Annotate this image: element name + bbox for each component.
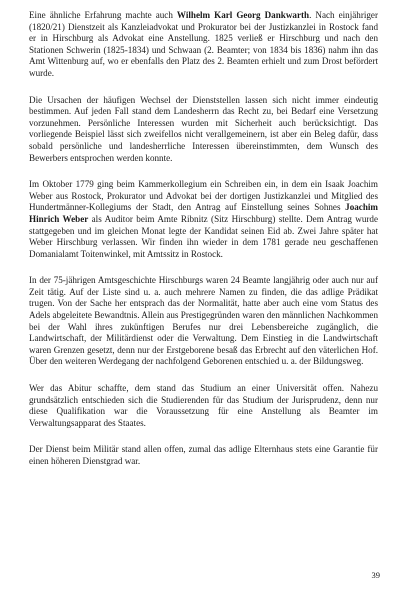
paragraph-amtsgeschichte (29, 275, 378, 368)
text-segment: . Nach einjähriger (1820/21) Dienstzeit als Kanzleiadvokat und Prokurator bei der Justizkanzlei in Rostock fand er in Hirschburg als Advokat eine Anstellung. 1825 verließ er Hirschburg und nach den Stationen Schwerin (1825-1834) und Schwaan (2. Beamter; von 1834 bis 1836) nahm ihn das Amt Wittenburg auf, wo er ebenfalls den Platz des 2. Beamten erhielt und zum Drost befördert wurde. (29, 10, 379, 78)
text-segment: Eine ähnliche Erfahrung machte auch (29, 10, 177, 20)
text-segment: Im Oktober 1779 ging beim Kammerkollegium ein Schreiben ein, in dem ein Isaak Joachim Weber aus Rostock, Prokurator und Advokat bei der dortigen Justizkanzlei und Mitglied des Hundertmänner-Kollegiums der Stadt, den Antrag auf Einstellung seines Sohnes (29, 179, 378, 213)
page-number: 39 (371, 570, 380, 580)
text-segment: als Auditor beim Amte Ribnitz (Sitz Hirschburg) stellte. Dem Antrag wurde stattgegeben und im gleichen Monat legte der Kandidat seinen Eid ab. Zwei Jahre später hat Weber Hirschburg verlassen. Wir finden ihn wieder in dem 1781 gerade neu geschaffenen Domanialamt Toitenwinkel, mit Amtssitz in Rostock. (29, 213, 378, 259)
text-segment: Der Dienst beim Militär stand allen offen, zumal das adlige Elternhaus stets eine Garantie für einen höheren Dienstgrad war. (29, 444, 378, 466)
person-name-dankwarth: Wilhelm Karl Georg Dankwarth (176, 10, 310, 20)
paragraph-dankwarth (29, 10, 378, 80)
text-segment: Die Ursachen der häufigen Wechsel der Dienststellen lassen sich nicht immer eindeutig bestimmen. Auf jeden Fall stand dem Landesherrn das Recht zu, bei Bedarf eine Versetzung vorzunehmen. Persönliche Interessen wurden mit Sicherheit auch berücksichtigt. Das vorliegende Beispiel lässt sich zweifellos nicht verallgemeinern, ist aber ein Beleg dafür, dass sobald persönliche und landesherrliche Interessen übereinstimmten, dem Wunsch des Bewerbers entsprochen werden konnte. (29, 94, 378, 163)
body-text (29, 10, 378, 483)
paragraph-abitur (29, 383, 378, 429)
text-segment: Wer das Abitur schaffte, dem stand das Studium an einer Universität offen. Nahezu grundsätzlich entschieden sich die Studierenden für das Studium der Jurisprudenz, denn nur diese Qualifikation war die Voraussetzung für eine Anstellung als Beamter im Verwaltungsapparat des Staates. (29, 383, 378, 428)
text-segment: In der 75-jährigen Amtsgeschichte Hirschburgs waren 24 Beamte langjährig oder auch nur auf Zeit tätig. Auf der Liste sind u. a. auch mehrere Namen zu finden, die das adlige Prädikat trugen. Von der Sache her entsprach das der Normalität, hatte aber auch eine vom Status des Adels abgeleitete Bewandtnis. Allein aus Prestigegründen waren den männlichen Nachkommen bei der Wahl ihres zukünftigen Berufes nur drei Lebensbereiche zugänglich, die Landwirtschaft, der Militärdienst oder die Verwaltung. Dem Einstieg in die Landwirtschaft waren Grenzen gesetzt, denn nur der Erstgeborene besaß das Erbrecht auf den väterlichen Hof. Über den weiteren Werdegang der nachfolgend Geborenen entschied u. a. der Bildungsweg. (29, 275, 378, 367)
person-name-weber: Joachim Hinrich Weber (29, 202, 378, 224)
paragraph-ursachen (29, 95, 378, 165)
paragraph-militaer (29, 444, 378, 467)
paragraph-weber (29, 179, 378, 260)
